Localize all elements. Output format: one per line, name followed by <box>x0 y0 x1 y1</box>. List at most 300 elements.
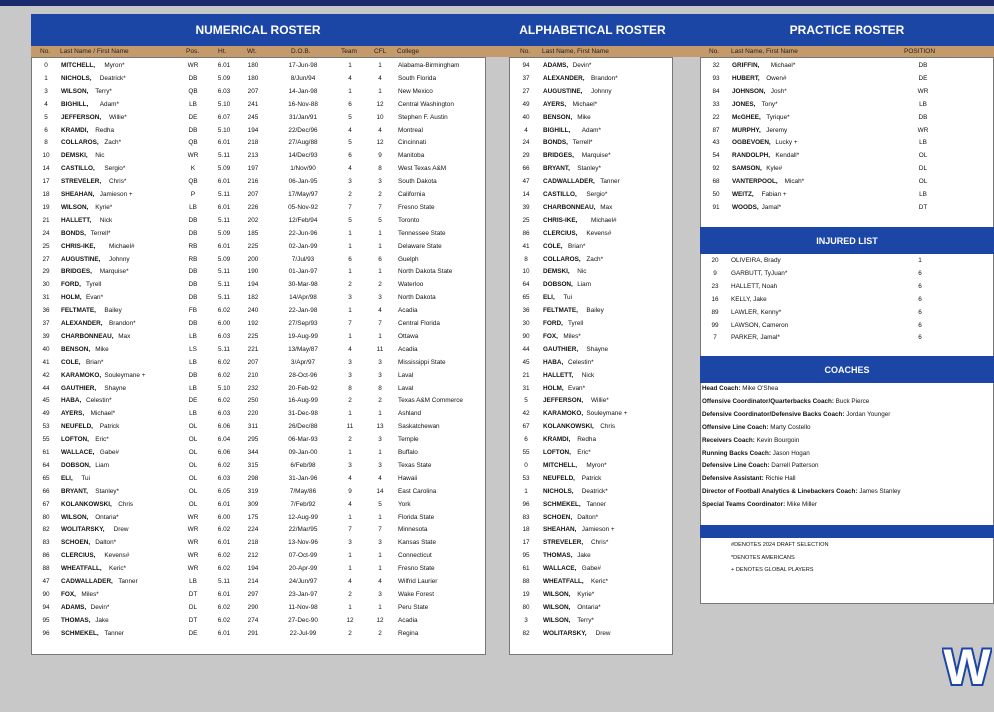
player-team-years: 3 <box>348 358 352 366</box>
player-college: South Florida <box>398 74 437 82</box>
player-first-name: Keric* <box>591 578 609 585</box>
player-number: 44 <box>42 384 50 392</box>
player-height: 6.01 <box>217 62 231 69</box>
player-number: 95 <box>42 616 50 624</box>
player-name: LAWSON, Cameron <box>731 321 789 329</box>
player-number: 23 <box>711 282 719 290</box>
coach-role: Running Backs Coach: <box>702 449 771 457</box>
coach-line <box>702 488 901 495</box>
player-first-name: Evan* <box>86 294 104 302</box>
player-position: DE <box>918 74 928 82</box>
table-row <box>510 447 672 460</box>
table-row <box>32 189 485 202</box>
player-dob: 09-Jan-00 <box>288 449 318 456</box>
player-cfl-years: 3 <box>378 539 382 547</box>
player-last-name: BONDS, <box>543 139 568 147</box>
table-row <box>701 73 993 86</box>
player-weight: 298 <box>247 474 259 482</box>
player-first-name: Nick <box>99 216 113 224</box>
player-first-name: Liam <box>577 281 592 289</box>
player-height: 6.04 <box>217 436 231 444</box>
table-row <box>700 268 994 281</box>
table-row <box>32 550 485 563</box>
player-cfl-years: 5 <box>378 216 382 224</box>
coach-name: Darrell Patterson <box>771 462 819 470</box>
table-row <box>510 563 672 576</box>
player-dob: 22-Jun-96 <box>288 229 318 237</box>
player-first-name: Michael# <box>591 216 617 224</box>
player-college: Toronto <box>398 216 420 224</box>
player-number: 8 <box>524 255 528 263</box>
table-row <box>510 473 672 486</box>
player-last-name: WILSON, <box>61 513 89 521</box>
player-dob: 22/Dec/96 <box>288 126 318 134</box>
col-name: Last Name, First Name <box>542 48 609 55</box>
player-position: WR <box>187 513 199 521</box>
player-first-name: Nick <box>581 371 595 379</box>
player-first-name: Miles* <box>81 590 99 598</box>
table-row <box>510 408 672 421</box>
player-dob: 30-Mar-98 <box>288 281 318 289</box>
table-row <box>32 408 485 421</box>
player-last-name: GAUTHIER, <box>543 345 579 353</box>
table-row <box>510 215 672 228</box>
player-cfl-years: 8 <box>378 384 382 392</box>
player-weight: 194 <box>247 565 259 573</box>
player-number: 41 <box>522 242 530 250</box>
player-last-name: CASTILLO, <box>61 165 95 173</box>
player-cfl-years: 7 <box>378 203 382 211</box>
player-height: 6.02 <box>217 616 231 624</box>
player-first-name: Eric* <box>577 449 591 456</box>
player-number: 6 <box>524 436 528 444</box>
player-weight: 213 <box>247 152 259 160</box>
table-row <box>32 292 485 305</box>
player-height: 6.00 <box>217 320 231 327</box>
player-cfl-years: 10 <box>376 113 384 121</box>
player-height: 5.10 <box>217 100 231 108</box>
player-dob: 17/May/97 <box>288 191 318 198</box>
player-first-name: Tyrell <box>86 281 102 289</box>
player-height: 5.11 <box>218 578 230 585</box>
player-first-name: Josh* <box>770 87 787 95</box>
player-position: DB <box>188 371 198 379</box>
coach-role: Offensive Line Coach: <box>702 423 769 431</box>
table-row <box>510 331 672 344</box>
player-first-name: Lucky + <box>775 139 798 147</box>
player-cfl-years: 1 <box>378 62 382 69</box>
player-dob: 16-Nov-88 <box>288 100 318 108</box>
player-number: 40 <box>42 345 50 353</box>
player-team-years: 3 <box>348 539 352 547</box>
table-row <box>701 86 993 99</box>
coach-line <box>702 475 796 482</box>
player-last-name: AUGUSTINE, <box>543 87 583 95</box>
player-weight: 180 <box>247 74 259 82</box>
player-number: 0 <box>524 461 528 469</box>
player-position: RB <box>188 255 198 263</box>
player-position: OL <box>188 461 198 469</box>
player-college: North Dakota <box>398 294 436 302</box>
player-height: 6.02 <box>217 552 231 560</box>
player-cfl-years: 7 <box>378 526 382 534</box>
table-row <box>32 266 485 279</box>
player-position: DB <box>188 126 198 134</box>
player-height: 6.02 <box>217 526 231 534</box>
player-college: East Carolina <box>398 487 437 495</box>
player-first-name: Dalton* <box>95 539 117 547</box>
player-dob: 31-Dec-98 <box>288 410 318 418</box>
player-height: 5.11 <box>218 216 230 224</box>
player-first-name: Mike <box>95 345 109 353</box>
player-team-years: 3 <box>348 461 352 469</box>
player-number: 49 <box>522 100 530 108</box>
player-number: 36 <box>522 307 530 315</box>
player-height: 6.07 <box>217 113 231 121</box>
practice-column-headers <box>700 46 994 57</box>
player-weight: 224 <box>247 526 259 534</box>
player-last-name: KOLANKOWSKI, <box>543 423 594 431</box>
table-row <box>510 628 672 641</box>
player-cfl-years: 1 <box>378 552 382 560</box>
player-weight: 194 <box>247 126 259 134</box>
player-first-name: Brian* <box>568 242 586 250</box>
table-row <box>510 537 672 550</box>
player-last-name: WILSON, <box>61 87 89 95</box>
player-height: 6.02 <box>217 565 231 573</box>
player-team-years: 1 <box>348 332 352 340</box>
player-cfl-years: 3 <box>378 461 382 469</box>
player-college: Mississippi State <box>398 358 446 366</box>
games-out: 6 <box>918 321 922 329</box>
player-number: 20 <box>711 257 719 264</box>
player-number: 21 <box>42 216 50 224</box>
table-row <box>700 281 994 294</box>
player-last-name: NEUFELD, <box>543 474 575 482</box>
player-number: 30 <box>522 320 530 327</box>
player-last-name: FELTMATE, <box>543 307 578 315</box>
player-position: P <box>190 191 196 198</box>
player-last-name: NEUFELD, <box>61 423 93 431</box>
table-row <box>32 137 485 150</box>
table-row <box>510 460 672 473</box>
coach-role: Defensive Assistant: <box>702 475 764 483</box>
player-dob: 11-Nov-98 <box>288 603 318 611</box>
player-name: PARKER, Jamal* <box>731 334 780 342</box>
player-cfl-years: 3 <box>378 294 382 302</box>
player-dob: 22/Mar/95 <box>288 526 318 534</box>
player-position: LB <box>189 358 197 366</box>
player-first-name: Souleymane + <box>104 371 146 379</box>
games-out: 1 <box>918 257 922 264</box>
player-last-name: WILSON, <box>543 590 571 598</box>
table-row <box>32 357 485 370</box>
player-cfl-years: 1 <box>378 229 382 237</box>
coach-role: Receivers Coach: <box>702 436 755 444</box>
player-number: 19 <box>42 203 50 211</box>
player-height: 6.02 <box>217 371 231 379</box>
player-number: 14 <box>522 191 530 198</box>
player-last-name: ADAMS, <box>61 603 87 611</box>
player-first-name: Stanley* <box>95 487 119 495</box>
player-weight: 210 <box>247 371 259 379</box>
player-cfl-years: 3 <box>378 178 382 186</box>
player-team-years: 12 <box>346 616 354 624</box>
player-first-name: Celestin* <box>86 397 112 405</box>
player-position: DB <box>188 281 198 289</box>
player-last-name: MURPHY, <box>732 126 761 134</box>
coach-line <box>702 501 817 508</box>
player-cfl-years: 2 <box>378 191 382 198</box>
player-first-name: Stanley* <box>577 165 601 173</box>
player-college: Montreal <box>398 126 423 134</box>
col-name: Last Name / First Name <box>60 48 129 55</box>
player-college: Cincinnati <box>398 139 427 147</box>
table-row <box>701 137 993 150</box>
player-last-name: HOLM, <box>61 294 82 302</box>
player-weight: 214 <box>247 578 259 585</box>
player-last-name: HABA, <box>543 358 564 366</box>
player-team-years: 1 <box>348 268 352 276</box>
table-row <box>510 486 672 499</box>
coach-line <box>702 437 799 444</box>
player-team-years: 4 <box>348 165 352 173</box>
player-first-name: Tyrell <box>568 320 584 327</box>
player-dob: 31/Jan/91 <box>288 113 318 121</box>
player-number: 96 <box>522 500 530 508</box>
player-number: 24 <box>42 229 50 237</box>
player-first-name: Willie* <box>109 113 127 121</box>
player-position: LB <box>189 410 197 418</box>
player-cfl-years: 1 <box>378 242 382 250</box>
player-height: 5.11 <box>218 281 230 289</box>
player-first-name: Patrick <box>99 423 120 431</box>
player-team-years: 5 <box>348 216 352 224</box>
games-out: 6 <box>918 308 922 316</box>
player-last-name: ALEXANDER, <box>61 320 103 327</box>
player-first-name: Redha <box>95 126 115 134</box>
player-first-name: Marquise* <box>99 268 129 276</box>
player-position: LB <box>919 100 927 108</box>
player-first-name: Drew <box>113 526 129 534</box>
table-row <box>510 550 672 563</box>
player-weight: 290 <box>247 603 259 611</box>
coach-line <box>702 411 890 418</box>
player-number: 8 <box>44 139 48 147</box>
player-dob: 13/May/87 <box>288 345 318 353</box>
player-college: Temple <box>398 436 419 444</box>
player-first-name: Zach* <box>104 139 122 147</box>
legend-header-bar <box>700 525 994 538</box>
player-team-years: 7 <box>348 526 352 534</box>
coach-line <box>702 450 810 457</box>
player-last-name: WOLITARSKY, <box>543 629 587 637</box>
player-number: 29 <box>522 152 530 160</box>
player-number: 83 <box>522 513 530 521</box>
player-first-name: Jamal* <box>761 203 782 211</box>
player-college: Wake Forest <box>398 590 434 598</box>
player-weight: 180 <box>247 62 259 69</box>
table-row <box>32 86 485 99</box>
player-position: DT <box>188 616 198 624</box>
player-last-name: SCHOEN, <box>543 513 573 521</box>
player-last-name: HUBERT, <box>732 74 760 82</box>
player-number: 25 <box>42 242 50 250</box>
player-first-name: Marquise* <box>581 152 611 160</box>
table-row <box>32 447 485 460</box>
player-height: 6.02 <box>217 603 231 611</box>
player-cfl-years: 1 <box>378 565 382 573</box>
player-last-name: SCHMEKEL, <box>61 629 99 637</box>
player-last-name: RANDOLPH, <box>732 152 770 160</box>
table-row <box>510 576 672 589</box>
player-last-name: CASTILLO, <box>543 191 577 198</box>
player-team-years: 1 <box>348 87 352 95</box>
player-number: 65 <box>522 294 530 302</box>
player-last-name: ELI, <box>61 474 73 482</box>
player-position: WR <box>187 565 199 573</box>
player-number: 53 <box>42 423 50 431</box>
table-row <box>510 86 672 99</box>
player-number: 47 <box>522 178 530 186</box>
player-position: DT <box>918 203 928 211</box>
player-last-name: STREVELER, <box>61 178 102 186</box>
player-last-name: SCHOEN, <box>61 539 91 547</box>
table-row <box>32 99 485 112</box>
player-number: 96 <box>42 629 50 637</box>
player-first-name: Nic <box>95 152 105 160</box>
player-team-years: 4 <box>348 474 352 482</box>
table-row <box>510 383 672 396</box>
table-row <box>32 434 485 447</box>
player-number: 94 <box>42 603 50 611</box>
games-out: 6 <box>918 269 922 277</box>
player-number: 10 <box>522 268 530 276</box>
player-cfl-years: 1 <box>378 410 382 418</box>
coach-name: Jason Hogan <box>772 449 810 457</box>
player-first-name: Tony* <box>761 100 778 108</box>
player-cfl-years: 6 <box>378 255 382 263</box>
table-row <box>32 370 485 383</box>
coach-name: Jordan Younger <box>846 410 891 418</box>
player-number: 9 <box>713 269 717 277</box>
player-first-name: Tui <box>563 294 573 302</box>
player-last-name: WHEATFALL, <box>61 565 102 573</box>
alphabetical-roster-title: ALPHABETICAL ROSTER <box>485 14 700 46</box>
player-team-years: 6 <box>348 255 352 263</box>
table-row <box>701 202 993 215</box>
table-row <box>32 576 485 589</box>
player-position: LB <box>189 332 197 340</box>
player-position: LB <box>189 100 197 108</box>
coach-line <box>702 462 819 469</box>
player-weight: 274 <box>247 616 259 624</box>
player-team-years: 11 <box>346 423 354 431</box>
player-weight: 175 <box>247 513 259 521</box>
player-last-name: JONES, <box>732 100 756 108</box>
player-college: Kansas State <box>398 539 437 547</box>
player-college: Acadia <box>398 616 418 624</box>
player-last-name: CHARBONNEAU, <box>543 203 596 211</box>
player-cfl-years: 4 <box>378 474 382 482</box>
player-height: 6.02 <box>217 397 231 405</box>
table-row <box>510 202 672 215</box>
player-team-years: 3 <box>348 371 352 379</box>
player-college: Buffalo <box>398 449 418 456</box>
player-dob: 06-Mar-93 <box>288 436 318 444</box>
table-row <box>510 150 672 163</box>
table-row <box>32 524 485 537</box>
player-number: 3 <box>44 87 48 95</box>
player-dob: 7/Jul/93 <box>291 255 315 263</box>
player-first-name: Kyle# <box>766 165 783 173</box>
player-first-name: Chris* <box>109 178 127 186</box>
player-position: DB <box>188 216 198 224</box>
table-row <box>510 266 672 279</box>
player-position: QB <box>188 139 198 147</box>
player-position: DL <box>188 603 198 611</box>
player-first-name: Patrick <box>581 474 602 482</box>
player-dob: 22-Jan-98 <box>288 307 318 315</box>
player-number: 1 <box>524 487 528 495</box>
player-cfl-years: 11 <box>376 345 384 353</box>
player-weight: 216 <box>247 178 259 186</box>
player-position: DB <box>188 229 198 237</box>
player-first-name: Myron* <box>104 62 125 69</box>
player-position: WR <box>187 152 199 160</box>
coach-role: Offensive Coordinator/Quarterbacks Coach: <box>702 397 834 405</box>
player-last-name: WILSON, <box>543 616 571 624</box>
games-out: 6 <box>918 295 922 303</box>
player-number: 31 <box>522 384 530 392</box>
player-height: 6.02 <box>217 307 231 315</box>
player-weight: 182 <box>247 294 259 302</box>
player-last-name: DEMSKI, <box>543 268 570 276</box>
table-row <box>510 395 672 408</box>
player-cfl-years: 3 <box>378 358 382 366</box>
table-row <box>32 305 485 318</box>
player-last-name: GRIFFIN, <box>732 62 760 69</box>
player-last-name: THOMAS, <box>61 616 91 624</box>
player-first-name: Chris <box>118 500 134 508</box>
player-first-name: Miles* <box>563 332 581 340</box>
player-last-name: CADWALLADER, <box>543 178 595 186</box>
player-number: 24 <box>522 139 530 147</box>
player-position: WR <box>187 526 199 534</box>
player-position: DB <box>918 113 928 121</box>
player-last-name: NICHOLS, <box>61 74 92 82</box>
player-number: 90 <box>522 332 530 340</box>
player-number: 91 <box>712 203 720 211</box>
player-college: Ashland <box>398 410 422 418</box>
player-last-name: MITCHELL, <box>543 461 578 469</box>
player-college: Stephen F. Austin <box>398 113 448 121</box>
player-first-name: Brandon* <box>109 320 136 327</box>
table-row <box>32 125 485 138</box>
player-first-name: Tanner <box>104 629 124 637</box>
player-dob: 7/Feb/92 <box>290 500 316 508</box>
player-number: 27 <box>42 255 50 263</box>
player-college: Acadia <box>398 307 418 315</box>
player-cfl-years: 9 <box>378 152 382 160</box>
player-position: DB <box>188 74 198 82</box>
player-first-name: Sergio* <box>104 165 126 173</box>
player-last-name: BONDS, <box>61 229 86 237</box>
player-first-name: Tui <box>81 474 91 482</box>
player-college: North Dakota State <box>398 268 453 276</box>
player-dob: 16-Aug-99 <box>288 397 318 405</box>
player-dob: 31-Jan-96 <box>288 474 318 482</box>
